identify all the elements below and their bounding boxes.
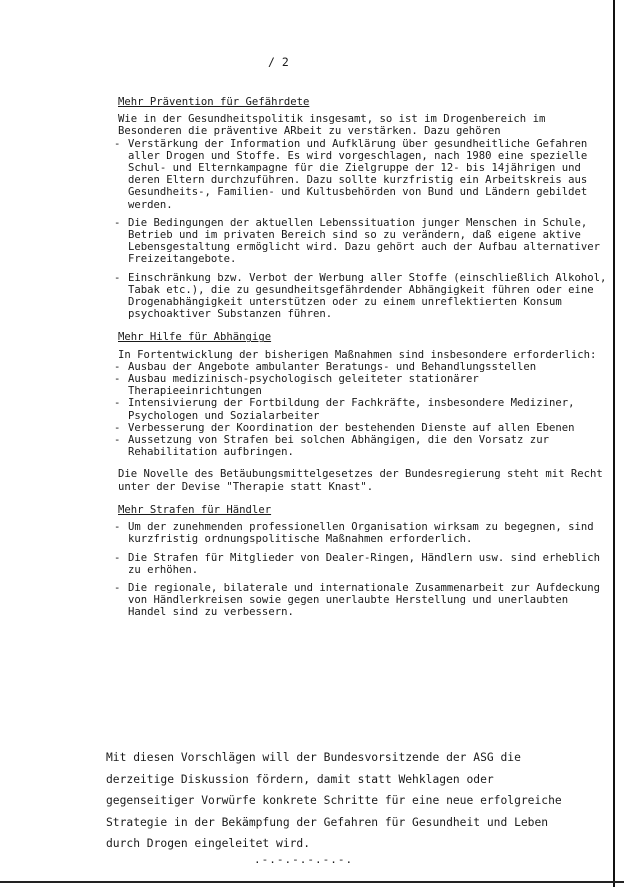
closing-paragraph: Mit diesen Vorschlägen will der Bundesvorsitzende der ASG die derzeitige Diskussion fördern, damit statt Wehklagen oder gegenseitiger Vorwürfe konkrete Schritte für eine neue erfolgreiche Strategie in der Bekämpfung der Gefahren für Gesundheit und Leben durch Drogen eingeleitet wird. [106,751,562,851]
section-heading: Mehr Strafen für Händler [118,503,272,516]
section-intro: Wie in der Gesundheitspolitik insgesamt, so ist im Drogenbereich im Besonderen die präventive ARbeit zu verstärken. Dazu gehören [118,113,546,138]
section-help [110,331,610,492]
page-edge-bottom [0,881,624,883]
page-edge-right [613,0,615,887]
section-heading: Mehr Prävention für Gefährdete [118,96,310,108]
bullet-list [114,521,610,618]
section-prevention [110,96,610,320]
list-item: - Um der zunehmenden professionellen Organisation wirksam zu begegnen, sind kurzfristig ordnungspolitische Maßnahmen erforderlich. [114,521,610,545]
bullet-list [114,361,610,459]
list-item: - Die regionale, bilaterale und internationale Zusammenarbeit zur Aufdeckung von Händlerkreisen sowie gegen unerlaubte Herstellung und unerlaubten Handel sind zu verbessern. [114,582,610,619]
page-number: / 2 [268,55,289,69]
list-item: - Aussetzung von Strafen bei solchen Abhängigen, die den Vorsatz zur Rehabilitation aufbringen. [114,434,610,458]
list-item: - Die Strafen für Mitglieder von Dealer-Ringen, Händlern usw. sind erheblich zu erhöhen. [114,552,610,576]
list-item: - Einschränkung bzw. Verbot der Werbung aller Stoffe (einschließlich Alkohol, Tabak etc.), die zu gesundheitsgefährdender Abhängigkeit führen oder eine Drogenabhängigkeit unterstützen oder zu einem unreflektierten Konsum psychoaktiver Substanzen führen. [114,272,610,321]
list-item: - Ausbau der Angebote ambulanter Beratungs- und Behandlungsstellen [114,361,610,373]
footer-separator: .-.-.-.-.-.-. [254,853,354,866]
section-heading: Mehr Hilfe für Abhängige [118,331,272,344]
list-item: - Intensivierung der Fortbildung der Fachkräfte, insbesondere Mediziner, Psychologen und Sozialarbeiter [114,397,610,421]
document-body [110,96,610,630]
section-intro: In Fortentwicklung der bisherigen Maßnahmen sind insbesondere erforderlich: [118,348,597,361]
bullet-list [114,138,610,321]
section-outro: Die Novelle des Betäubungsmittelgesetzes der Bundesregierung steht mit Recht unter der Devise "Therapie statt Knast". [118,468,603,493]
list-item: - Verbesserung der Koordination der bestehenden Dienste auf allen Ebenen [114,422,610,434]
list-item: - Verstärkung der Information und Aufklärung über gesundheitliche Gefahren aller Drogen und Stoffe. Es wird vorgeschlagen, nach 1980 eine spezielle Schul- und Elternkampagne für die Zielgruppe der 12- bis 14jährigen und deren Eltern durchzuführen. Dazu sollte kurzfristig ein Arbeitskreis aus Gesundheits-, Familien- und Kultusbehörden von Bund und Ländern gebildet werden. [114,138,610,211]
list-item: - Ausbau medizinisch-psychologisch geleiteter stationärer Therapieeinrichtungen [114,373,610,397]
section-dealers [110,504,610,619]
list-item: - Die Bedingungen der aktuellen Lebenssituation junger Menschen in Schule, Betrieb und im privaten Bereich sind so zu verändern, daß eigene aktive Lebensgestaltung ermöglicht wird. Dazu gehört auch der Aufbau alternativer Freizeitangebote. [114,217,610,266]
